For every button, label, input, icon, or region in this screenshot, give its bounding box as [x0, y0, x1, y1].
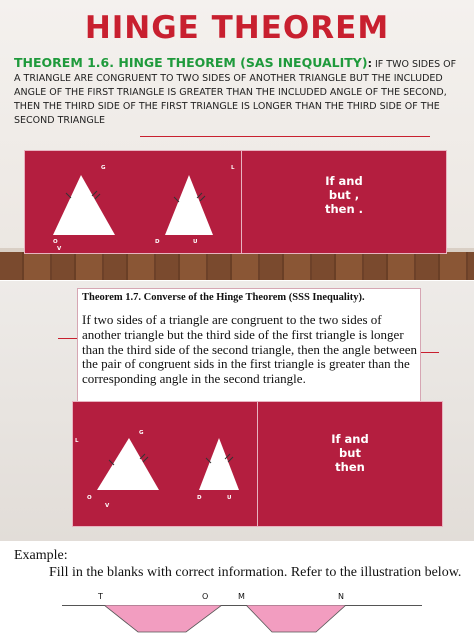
- statement-line-2: but ,: [328, 188, 360, 202]
- tick-mark: [143, 457, 148, 462]
- tick-mark: [66, 193, 71, 198]
- tick-mark: [206, 458, 211, 463]
- vertex-label: T: [98, 592, 103, 601]
- tick-mark: [228, 457, 233, 462]
- triangles-diagram-2: [73, 402, 257, 526]
- statement-panel: [241, 150, 447, 254]
- triangle-2: [165, 175, 213, 235]
- statement-line-2: but: [339, 446, 361, 460]
- wood-floor: [0, 252, 474, 280]
- example-heading: Example:: [14, 548, 68, 563]
- divider-line: [140, 136, 430, 137]
- triangles-diagram: [25, 151, 241, 253]
- vertex-label: O: [87, 495, 92, 501]
- divider-line: [419, 352, 439, 353]
- triangle-1: [53, 175, 115, 235]
- tick-mark: [109, 460, 114, 465]
- vertex-label: O: [53, 239, 58, 245]
- vertex-label: D: [197, 495, 202, 501]
- example-triangle-1: [104, 605, 222, 632]
- example-instruction: Fill in the blanks with correct information. Refer to the illustration below.: [49, 565, 462, 580]
- theorem-1-7-title: Theorem 1.7. Converse of the Hinge Theorem (SSS Inequality).: [82, 292, 365, 303]
- theorem-1-6-label: THEOREM 1.6. HINGE THEOREM (SAS INEQUALITY: [14, 55, 362, 70]
- theorem-1-6-body: IF TWO SIDES OF A TRIANGLE ARE CONGRUENT TO TWO SIDES OF ANOTHER TRIANGLE BUT THE INCLUDED ANGLE OF THE FIRST TRIANGLE IS GREATER THAN THE INCLUDED ANGLE OF THE SECOND, THEN THE THIRD SIDE OF THE FIRST TRIANGLE IS LONGER THAN THE THIRD SIDE OF THE SECOND TRIANGLE: [14, 59, 457, 126]
- statement-line-1: If and: [331, 432, 369, 446]
- theorem-1-6-colon: :: [367, 57, 372, 70]
- vertex-label: O: [202, 592, 209, 601]
- example-triangles: [0, 605, 474, 635]
- tick-mark: [95, 194, 100, 199]
- tick-mark: [200, 196, 205, 201]
- vertex-label: U: [227, 495, 232, 501]
- vertex-label: V: [57, 246, 62, 252]
- tick-mark: [92, 191, 97, 196]
- statement-line-1: If and: [325, 174, 363, 188]
- statement-line-3: then: [335, 460, 365, 474]
- statement-line-3: then .: [324, 202, 364, 216]
- triangle-2: [199, 438, 239, 490]
- divider-line: [58, 338, 78, 339]
- vertex-label: D: [155, 239, 160, 245]
- vertex-label: L: [231, 165, 235, 171]
- example-triangle-2: [246, 605, 346, 632]
- theorem-1-6-text: [14, 56, 464, 128]
- theorem-1-6-paren: ): [361, 55, 368, 70]
- vertex-label: L: [75, 438, 79, 444]
- statement-panel-2: [257, 401, 443, 527]
- triangle-diagram-panel-2: [72, 401, 258, 527]
- vertex-label: U: [193, 239, 198, 245]
- tick-mark: [197, 193, 202, 198]
- theorem-1-7-box: [77, 288, 421, 402]
- vertex-label: G: [139, 430, 144, 436]
- tick-mark: [174, 197, 179, 202]
- triangle-1: [97, 438, 159, 490]
- triangle-diagram-panel: [24, 150, 242, 254]
- theorem-1-7-body: If two sides of a triangle are congruent to the two sides of another triangle but the third side of the first triangle is longer than the third side of the second triangle, then the angle between the pair of congruent sids in the first triangle is greater than the corresponding angle in the second triangle.: [82, 312, 417, 387]
- tick-mark: [140, 454, 145, 459]
- vertex-label: M: [238, 592, 245, 601]
- page-title: HINGE THEOREM: [84, 10, 390, 46]
- vertex-label: N: [338, 592, 344, 601]
- vertex-label: V: [105, 503, 110, 509]
- vertex-label: G: [101, 165, 106, 171]
